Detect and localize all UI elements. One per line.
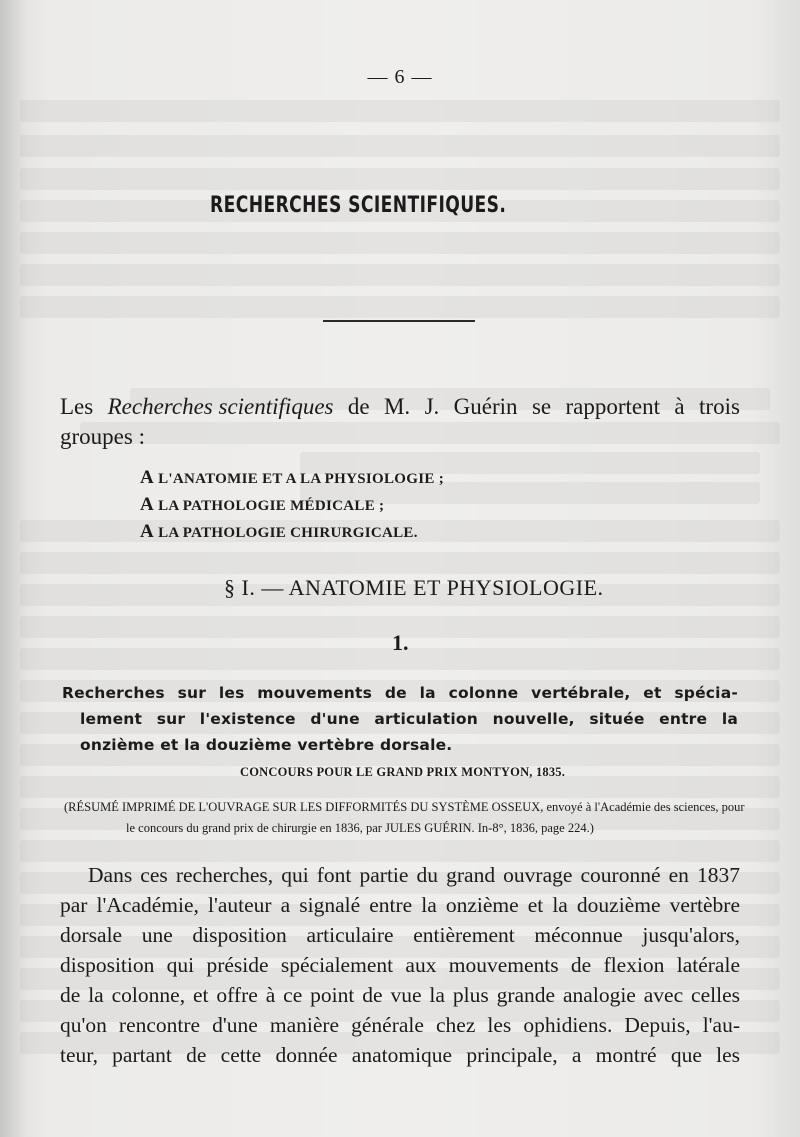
heading-line: lement sur l'existence d'une articulation nouvelle, située entre la [80,710,738,728]
intro-word: se [531,394,552,419]
article-heading [62,680,738,758]
intro-line-2: groupes : [60,424,145,449]
intro-word: rapportent [565,394,661,419]
resume-line: (RÉSUMÉ IMPRIMÉ DE L'OUVRAGE SUR LES DIFFORMITÉS DU SYSTÈME OSSEUX, envoyé à l'Académie des sciences, pour [64,800,745,814]
concours-line: CONCOURS POUR LE GRAND PRIX MONTYON, 1835. [240,765,566,779]
intro-italic-title: Recherches scientifiques [107,394,334,419]
intro-word: Les [60,394,94,419]
page-number: — 6 — [367,66,433,88]
page-gutter-shadow [0,0,26,1137]
resume-line: le concours du grand prix de chirurgie en 1836, par JULES GUÉRIN. In-8°, 1836, page 224.) [126,821,594,835]
heading-line: Recherches sur les mouvements de la colonne vertébrale, et spécia- [62,684,738,702]
body-line: de la colonne, et offre à ce point de vue la plus grande analogie avec celles [60,983,740,1007]
body-line: par l'Académie, l'auteur a signalé entre la onzième et la douzième vertèbre [60,893,740,917]
intro-word: J. [424,394,440,419]
body-line: teur, partant de cette donnée anatomique principale, a montré que les [60,1043,740,1067]
body-paragraph [60,860,740,1070]
body-line: Dans ces recherches, qui font partie du grand ouvrage couronné en 1837 [88,863,740,887]
intro-word: trois [699,394,740,419]
intro-word: Guérin [453,394,518,419]
title-rule [323,320,475,322]
section-title: RECHERCHES SCIENTIFIQUES. [210,193,507,218]
intro-word: de [347,394,370,419]
resume-note [64,797,745,839]
intro-word: à [674,394,685,419]
group-item: A L'ANATOMIE ET A LA PHYSIOLOGIE ; [140,467,445,488]
group-item: A LA PATHOLOGIE CHIRURGICALE. [140,521,418,542]
groups-list [140,465,444,546]
heading-line: onzième et la douzième vertèbre dorsale. [80,736,453,754]
item-number: 1. [392,630,409,655]
intro-word: M. [383,394,411,419]
intro-paragraph [60,392,740,452]
body-line: disposition qui préside spécialement aux mouvements de flexion latérale [60,953,740,977]
group-item: A LA PATHOLOGIE MÉDICALE ; [140,494,385,515]
body-line: qu'on rencontre d'une manière générale chez les ophidiens. Depuis, l'au- [60,1013,740,1037]
subsection-heading: § I. — ANATOMIE ET PHYSIOLOGIE. [224,575,604,600]
body-line: dorsale une disposition articulaire entièrement méconnue jusqu'alors, [60,923,740,947]
intro-line-1 [60,392,740,422]
